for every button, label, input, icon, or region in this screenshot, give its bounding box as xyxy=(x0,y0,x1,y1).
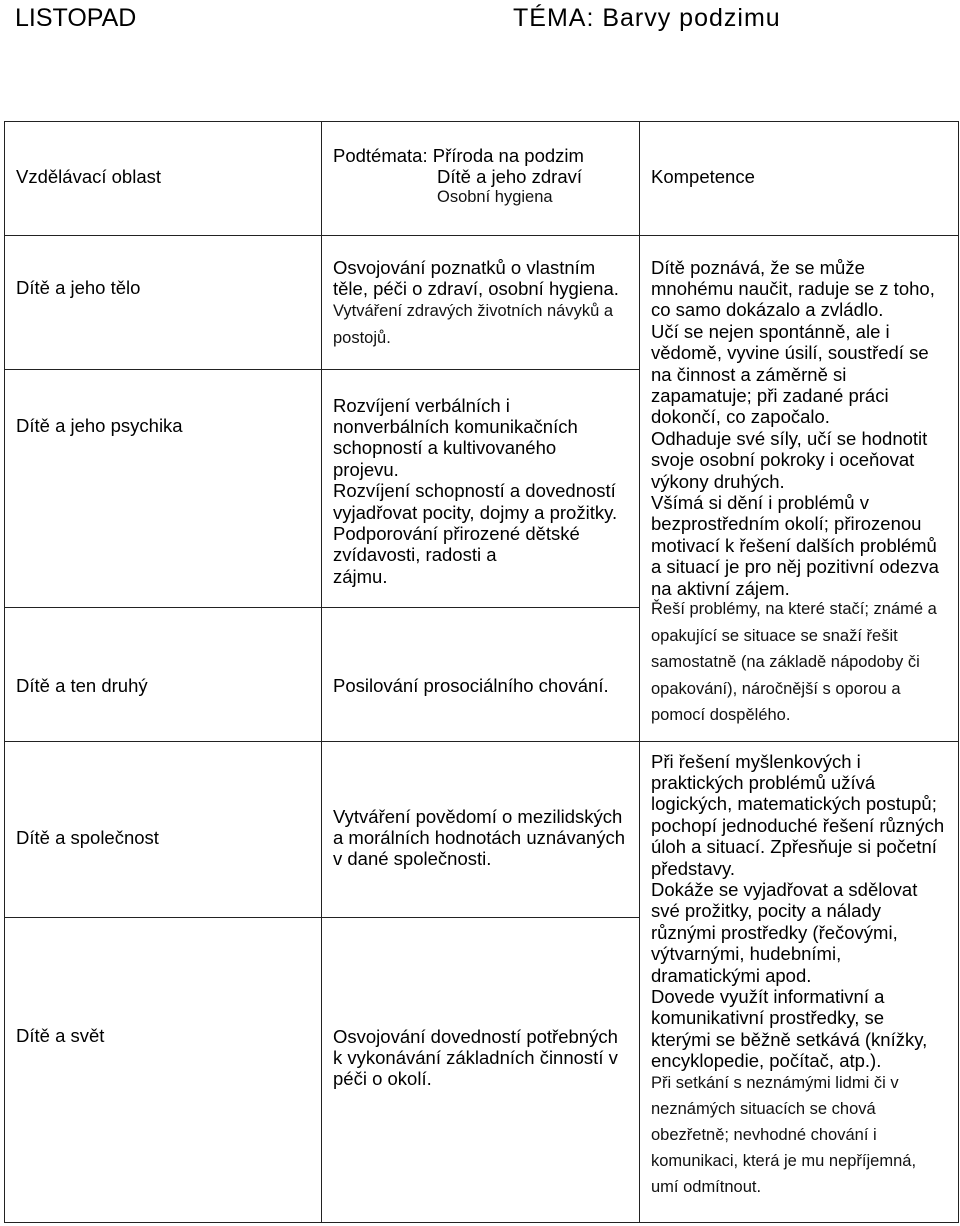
header-subtopics-cell xyxy=(322,122,640,236)
goal-paragraph: Podporování přirozené dětské zvídavosti, radosti a zájmu. xyxy=(333,522,580,587)
column-header-competence: Kompetence xyxy=(651,165,755,187)
goal-paragraph: Posilování prosociálního chování. xyxy=(333,674,609,696)
curriculum-table xyxy=(4,121,959,1223)
goal-paragraph: Rozvíjení verbálních i nonverbálních komunikačních schopností a kultivovaného projevu. xyxy=(333,394,578,480)
competence-paragraph: Dítě poznává, že se může mnohému naučit, raduje se z toho, co samo dokázalo a zvládlo. xyxy=(651,256,935,321)
goal-paragraph: Rozvíjení schopností a dovedností vyjadřovat pocity, dojmy a prožitky. xyxy=(333,480,618,523)
competence-paragraph: Všímá si dění i problémů v bezprostředním okolí; přirozenou motivací k řešení dalších problémů a situací je pro něj pozitivní odezva na aktivní zájem. xyxy=(651,491,939,599)
goals-cell-psyche xyxy=(322,370,640,608)
header-competence-cell xyxy=(640,122,959,236)
subtopic-health: Dítě a jeho zdraví xyxy=(437,165,582,187)
month-title: LISTOPAD xyxy=(15,4,137,32)
competences-cell-1 xyxy=(640,236,959,742)
area-label: Dítě a ten druhý xyxy=(16,674,148,696)
goals-cell-body xyxy=(322,236,640,370)
column-header-area: Vzdělávací oblast xyxy=(16,165,162,187)
goals-cell-others xyxy=(322,608,640,742)
goal-paragraph: Vytváření povědomí o mezilidských a morálních hodnotách uznávaných v dané společnosti. xyxy=(333,805,626,870)
area-cell-psyche xyxy=(5,370,322,608)
subtopics-heading: Podtémata: Příroda na podzim xyxy=(333,144,584,166)
competence-paragraph: Odhaduje své síly, učí se hodnotit svoje osobní pokroky i oceňovat výkony druhých. xyxy=(651,427,928,492)
competence-paragraph: Při setkání s neznámými lidmi či v neznámých situacích se chová obezřetně; nevhodné chování i komunikaci, která je mu nepříjemná, umí odmítnout. xyxy=(651,1073,917,1196)
competence-paragraph: Dovede využít informativní a komunikativní prostředky, se kterými se běžně setkává (knížky, encyklopedie, počítač, atp.). xyxy=(651,985,928,1072)
goals-cell-society xyxy=(322,742,640,918)
area-label: Dítě a společnost xyxy=(16,826,159,848)
goals-cell-world xyxy=(322,918,640,1223)
competence-paragraph: Řeší problémy, na které stačí; známé a opakující se situace se snaží řešit samostatně (na základě nápodoby či opakování), náročnější s oporou a pomocí dospělého. xyxy=(651,600,937,725)
area-label: Dítě a svět xyxy=(16,1024,105,1046)
area-cell-world xyxy=(5,918,322,1223)
area-cell-others xyxy=(5,608,322,742)
competences-cell-2 xyxy=(640,742,959,1223)
area-label: Dítě a jeho tělo xyxy=(16,276,141,298)
area-label: Dítě a jeho psychika xyxy=(16,414,183,436)
goal-paragraph: Osvojování dovedností potřebných k vykonávání základních činností v péči o okolí. xyxy=(333,1025,618,1090)
goal-paragraph: Osvojování poznatků o vlastním těle, péči o zdraví, osobní hygiena. xyxy=(333,256,619,299)
competence-paragraph: Učí se nejen spontánně, ale i vědomě, vyvine úsilí, soustředí se na činnost a záměrně si zapamatuje; při zadané práci dokončí, co započalo. xyxy=(651,320,929,428)
theme-title: TÉMA: Barvy podzimu xyxy=(513,4,781,32)
subtopic-hygiene: Osobní hygiena xyxy=(437,188,553,207)
competence-paragraph: Při řešení myšlenkových i praktických problémů užívá logických, matematických postupů; pochopí jednoduché řešení různých úloh a situací. Zpřesňuje si početní představy. xyxy=(651,750,945,879)
goal-paragraph: Vytváření zdravých životních návyků a postojů. xyxy=(333,302,614,347)
competence-paragraph: Dokáže se vyjadřovat a sdělovat své prožitky, pocity a nálady různými prostředky (řečovými, výtvarnými, hudebními, dramatickými apod. xyxy=(651,878,918,986)
area-cell-society xyxy=(5,742,322,918)
header-area-cell xyxy=(5,122,322,236)
area-cell-body xyxy=(5,236,322,370)
